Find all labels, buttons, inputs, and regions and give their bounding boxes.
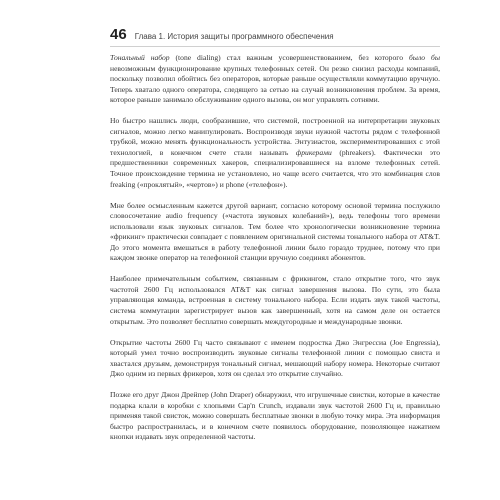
term-phreakers: фрикерами	[295, 147, 332, 157]
chapter-title: Глава 1. История защиты программного обеспечения	[134, 32, 334, 41]
paragraph-4: Наиболее примечательным событием, связанным с фрикингом, стало открытие того, что звук частотой 2600 Гц использовался AT&T как сигнал завершения вызова. По сути, это была управляющая команда, встроенная в систему тонального набора. Если издать звук такой частоты, система коммутации зарегистрирует вызов как завершенный, хотя на самом деле он остается открытым. Это позволяет бесплатно совершать междугородные и международные звонки.	[110, 274, 440, 326]
paragraph-2: Но быстро нашлись люди, сообразившие, что системой, построенной на интерпретации звуковых сигналов, можно легко манипулировать. Воспроизводя звуки нужной частоты рядом с телефонной трубкой, можно менять функциональность устройства. Энтузиастов, экспериментировавших с этой технологией, в конечном счете стали называть фрикерами (phreakers). Фактически это предшественники современных хакеров, специализировавшиеся на взломе телефонных сетей. Точное происхождение термина не установлено, но чаще всего считается, что это комбинация слов freaking («проклятый», «чертов») и phone («телефон»).	[110, 116, 440, 189]
paragraph-1: Тональный набор (tone dialing) стал важным усовершенствованием, без которого было бы невозможным функционирование крупных телефонных сетей. Он резко снизил расходы компаний, поскольку позволил обойтись без операторов, которые раньше осуществляли коммутацию вручную. Теперь хватало одного оператора, следящего за сетью на случай возникновения проблем. За время, которое раньше занимало обслуживание одного вызова, он мог управлять сотнями.	[110, 53, 440, 105]
page-number: 46	[110, 26, 127, 43]
term-tone-dialing: Тональный набор	[110, 53, 170, 62]
paragraph-3: Мне более осмысленным кажется другой вариант, согласно которому основой термина послужило словосочетание audio frequency («частота звуковых колебаний»), ведь телефоны того времени использовали язык звуковых сигналов. Тем более что хронологически возникновение термина «фрикинг» практически совпадает с появлением оригинальной системы тонального набора от AT&T. До этого момента вмешаться в работу телефонной линии было гораздо труднее, потому что при каждом звонке оператор на телефонной станции вручную соединял абонентов.	[110, 200, 440, 263]
paragraph-5: Открытие частоты 2600 Гц часто связывают с именем подростка Джо Энгрессиа (Joe Engressia), который умел точно воспроизводить звуковые сигналы телефонной линии с помощью свиста и хвастался друзьям, демонстрируя тональный сигнал, мешающий набору номера. Некоторые считают Джо одним из первых фрикеров, хотя он сделал это открытие случайно.	[110, 337, 440, 379]
paragraph-6: Позже его друг Джон Дрейпер (John Draper) обнаружил, что игрушечные свистки, которые в качестве подарка клали в коробки с хлопьями Cap'n Crunch, издавали звук частотой 2600 Гц и, правильно применяя такой свисток, можно совершать бесплатные звонки в любую точку мира. Эта информация быстро распространилась, и в конечном счете появилось оборудование, позволяющее нажатием кнопки издавать звук определенной частоты.	[110, 390, 440, 442]
running-header	[110, 26, 440, 47]
